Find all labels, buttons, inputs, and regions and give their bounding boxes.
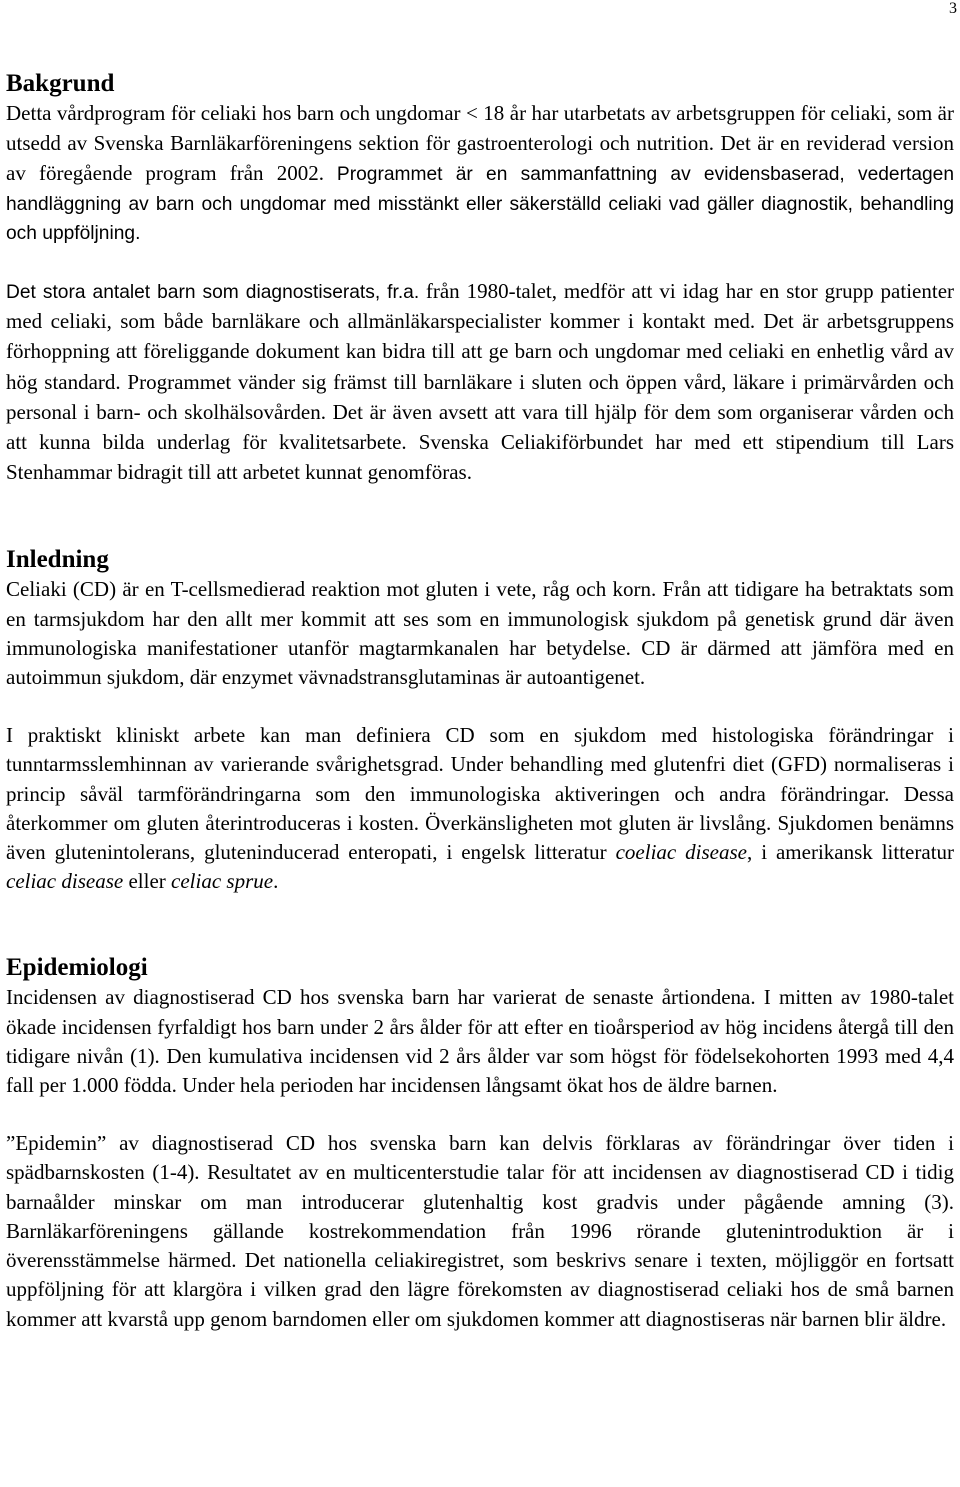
bakgrund-p1-serif-part: Detta vårdprogram för celiaki hos barn och ungdomar < 18 år har utarbetats av arbetsgruppen för celiaki, som är utsedd av Svenska Barnläkarföreningens sektion för gastroenterologi och nutrition. Det är en reviderad version av föregående program från 2002. [6,101,954,186]
bakgrund-paragraph-2 [6,277,954,488]
bakgrund-paragraph-1 [6,99,954,248]
bakgrund-p2-part-c: Det är arbetsgruppens förhoppning att föreliggande dokument kan bidra till att ge barn och ungdomar med celiaki en enhetlig vård av hög standard. Programmet vänder sig främst till barnläkare i sluten och öppen vård, läkare i primärvården och personal i barn- och skolhälsovården. Det är även avsett att vara till hjälp för dem som organiserar vården och att kunna bilda underlag för kvalitetsarbete. Svenska Celiakiförbundet har med ett stipendium till Lars Stenhammar bidragit till att arbetet kunnat genomföras. [6,309,955,485]
inledning-p2-text-c: eller [128,869,166,894]
inledning-p2-text-a: I praktiskt kliniskt arbete kan man definiera CD som en sjukdom med histologiska förändringar i tunntarmsslemhinnan av varierande svårighetsgrad. Under behandling med glutenfri diet (GFD) normaliseras i princip såväl tarmförändringarna som den immunologiska aktiveringen och andra förändringar. Dessa återkommer om gluten återintroduceras i kosten. Överkänsligheten mot gluten är livslång. Sjukdomen benämns även glutenintolerans, gluteninducerad enteropati, i engelsk litteratur [6,723,954,865]
inledning-paragraph-2 [6,721,954,896]
term-celiac-disease: celiac disease [6,869,124,894]
bakgrund-p1-sans-part: Programmet är en sammanfattning av evidensbaserad, vedertagen handläggning av barn och ungdomar med misstänkt eller säkerställd celiaki vad gäller diagnostik, behandling och uppföljning. [6,164,955,244]
bakgrund-p2-part-a: Det stora antalet barn som diagnostiserats, fr.a. [6,282,420,304]
inledning-p2-text-b: , i amerikansk litteratur [747,840,955,865]
term-coeliac-disease: coeliac disease [615,840,747,865]
heading-inledning: Inledning [6,546,109,574]
inledning-paragraph-1: Celiaki (CD) är en T-cellsmedierad reaktion mot gluten i vete, råg och korn. Från att tidigare ha betraktats som en tarmsjukdom har den allt mer kommit att ses som en immunologisk sjukdom på genetisk grund där även immunologiska manifestationer utanför magtarmkanalen har betydelse. CD är därmed att jämföra med en autoimmun sjukdom, där enzymet vävnadstransglutaminas är autoantigenet. [6,577,954,690]
heading-epidemiologi: Epidemiologi [6,954,148,982]
heading-bakgrund: Bakgrund [6,70,115,97]
page-number: 3 [949,0,957,17]
term-celiac-sprue: celiac sprue [171,869,274,894]
bakgrund-p2-part-b: från 1980-talet, medför att vi idag har en stor grupp patienter med celiaki, som både barnläkare och allmänläkarspecialister kommer i kontakt med. [6,279,955,334]
epidemiologi-paragraph-1: Incidensen av diagnostiserad CD hos svenska barn har varierat de senaste årtiondena. I mitten av 1980-talet ökade incidensen fyrfaldigt hos barn under 2 års ålder för att efter en tioårsperiod av hög incidens återgå till den tidigare nivån (1). Den kumulativa incidensen vid 2 års ålder var som högst för födelsekohorten 1993 med 4,4 fall per 1.000 födda. Under hela perioden har incidensen långsamt ökat hos de äldre barnen. [6,985,954,1098]
inledning-p2-text-d: . [273,869,279,894]
document-body [6,70,954,1334]
epidemiologi-paragraph-2: ”Epidemin” av diagnostiserad CD hos svenska barn kan delvis förklaras av förändringar över tiden i spädbarnskosten (1-4). Resultatet av en multicenterstudie talar för att incidensen av diagnostiserad CD i tidig barnaålder minskar om man introducerar glutenhaltig kost gradvis under pågående amning (3). Barnläkarföreningens gällande kostrekommendation från 1996 rörande glutenintroduktion är i överensstämmelse härmed. Det nationella celiakiregistret, som beskrivs senare i texten, möjliggör en fortsatt uppföljning för att klargöra i vilken grad den lägre förekomsten av diagnostiserad celiaki hos de små barnen kommer att kvarstå upp genom barndomen eller om sjukdomen kommer att diagnostiseras när barnen blir äldre. [6,1131,954,1331]
